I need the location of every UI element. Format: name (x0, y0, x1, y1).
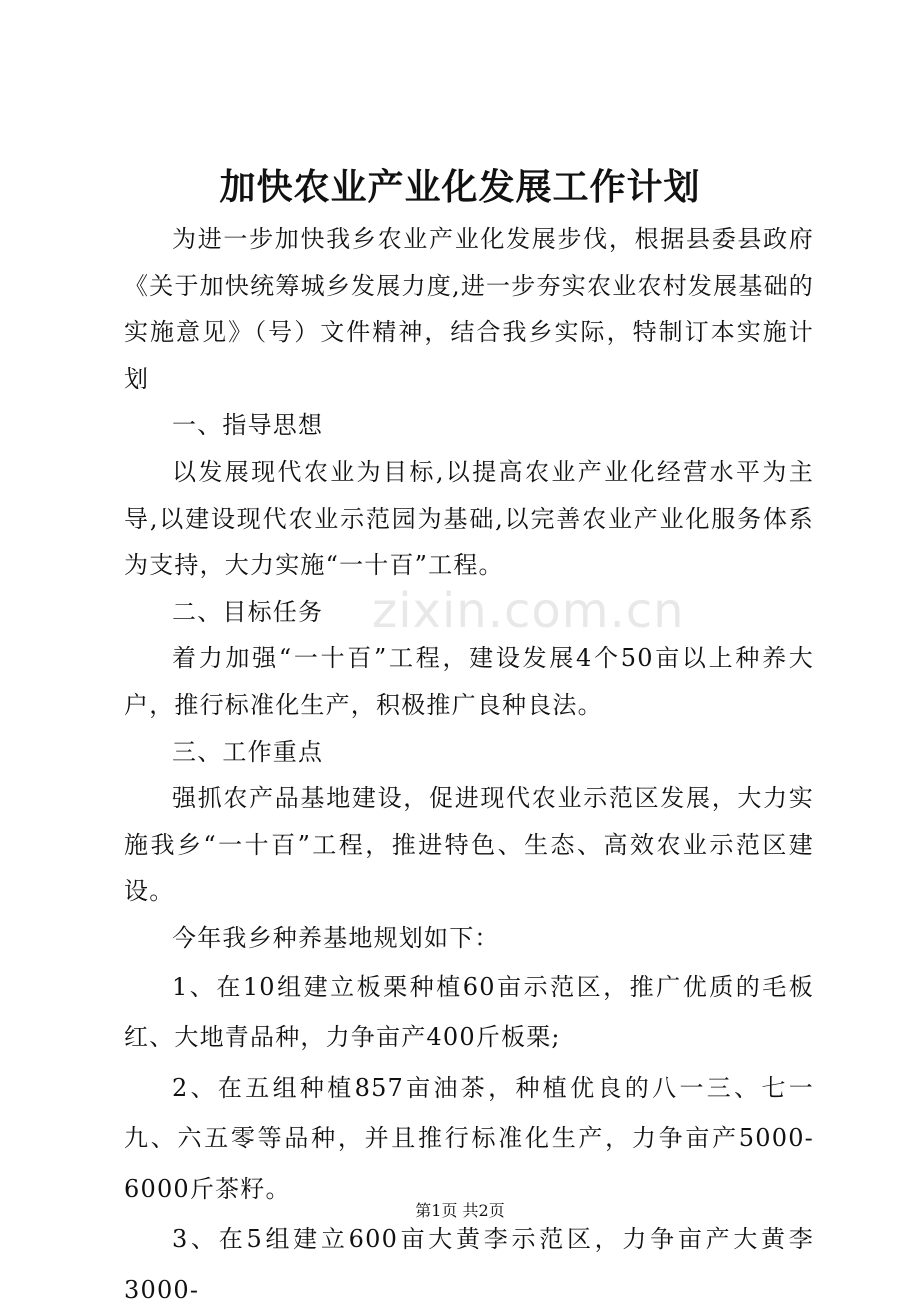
section-heading-guiding-ideology: 一、指导思想 (172, 411, 324, 440)
key-work-paragraph: 强抓农产品基地建设，促进现代农业示范区发展，大力实施我乡“一十百”工程，推进特色、生态、高效农业示范区建设。 (124, 784, 814, 906)
goals-paragraph: 着力加强“一十百”工程，建设发展4个50亩以上种养大户，推行标准化生产，积极推广良种良法。 (124, 644, 814, 719)
document-title: 加快农业产业化发展工作计划 (219, 166, 701, 208)
plan-item-3: 3、在5组建立600亩大黄李示范区，力争亩产大黄李3000- (124, 1225, 814, 1304)
document-body (124, 216, 814, 1315)
plan-item-2: 2、在五组种植857亩油茶，种植优良的八一三、七一九、六五零等品种，并且推行标准化生产，力争亩产5000-6000斤茶籽。 (124, 1073, 814, 1203)
page-footer: 第1页 共2页 (415, 1201, 505, 1220)
watermark: zixin.com.cn (372, 583, 685, 639)
plan-item-1: 1、在10组建立板栗种植60亩示范区，推广优质的毛板红、大地青品种，力争亩产400斤板栗; (124, 972, 814, 1051)
guiding-ideology-paragraph: 以发展现代农业为目标,以提高农业产业化经营水平为主导,以建设现代农业示范园为基础,以完善农业产业化服务体系为支持，大力实施“一十百”工程。 (124, 457, 814, 580)
intro-paragraph: 为进一步加快我乡农业产业化发展步伐，根据县委县政府《关于加快统筹城乡发展力度,进一步夯实农业农村发展基础的实施意见》（号）文件精神，结合我乡实际，特制订本实施计划 (124, 225, 814, 393)
plan-intro-paragraph: 今年我乡种养基地规划如下： (172, 923, 500, 952)
section-heading-key-work: 三、工作重点 (172, 737, 324, 766)
section-heading-goals: 二、目标任务 (172, 597, 324, 626)
